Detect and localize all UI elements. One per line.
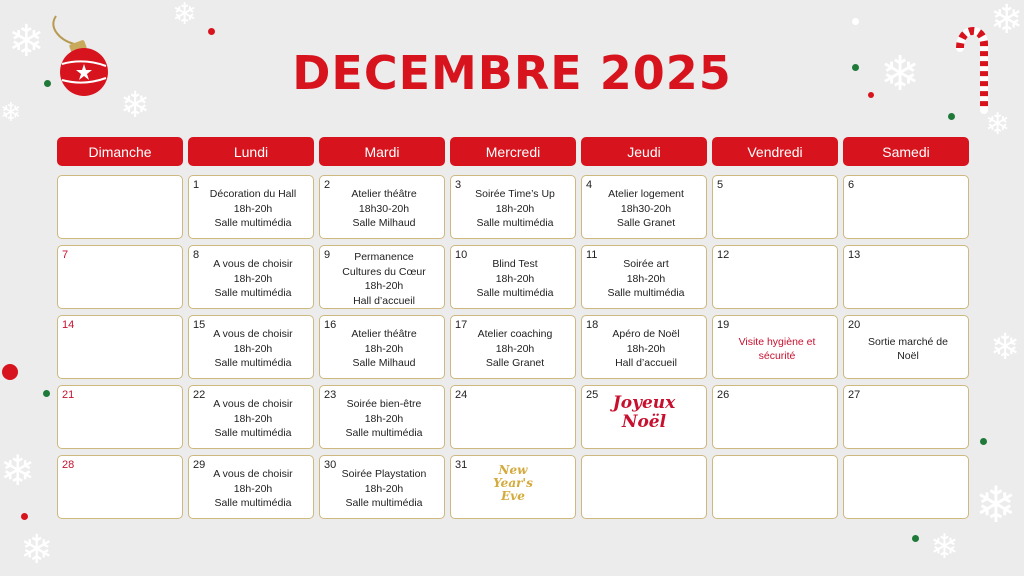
event-line: Salle multimédia [607, 287, 685, 300]
day-number: 8 [193, 249, 200, 261]
decorative-dot [21, 513, 28, 520]
event-details [330, 251, 438, 307]
weekday-header-6: Samedi [843, 137, 969, 166]
event-line: Atelier théâtre [351, 188, 417, 201]
weekday-header-3: Mercredi [450, 137, 576, 166]
event-details [723, 324, 831, 374]
event-line: Salle multimédia [476, 287, 554, 300]
weekday-header-1: Lundi [188, 137, 314, 166]
event-line: 18h-20h [364, 412, 404, 425]
event-line: Salle multimédia [214, 427, 292, 440]
event-details [592, 254, 700, 304]
event-line: A vous de choisir [213, 258, 293, 271]
day-cell[interactable] [57, 385, 183, 449]
event-line: Salle multimédia [214, 497, 292, 510]
event-line: 18h-20h [364, 342, 404, 355]
day-number: 20 [848, 319, 861, 331]
joyeux-noel-lettering: Joyeux Noël [612, 393, 676, 432]
day-cell[interactable] [712, 175, 838, 239]
day-cell[interactable] [188, 175, 314, 239]
day-cell[interactable] [843, 385, 969, 449]
event-line: A vous de choisir [213, 398, 293, 411]
day-cell[interactable] [712, 385, 838, 449]
event-line: 18h30-20h [620, 202, 672, 215]
event-line: 18h-20h [495, 272, 535, 285]
decorative-dot [208, 28, 215, 35]
day-number: 1 [193, 179, 200, 191]
event-line: 18h-20h [233, 482, 273, 495]
event-line: Blind Test [492, 258, 538, 271]
day-number: 25 [586, 389, 599, 401]
day-cell[interactable] [712, 245, 838, 309]
event-line: A vous de choisir [213, 328, 293, 341]
event-details [199, 464, 307, 514]
event-details [199, 254, 307, 304]
day-cell[interactable] [581, 175, 707, 239]
event-details [199, 324, 307, 374]
snowflake-icon: ❄ [8, 16, 45, 67]
day-number: 31 [455, 459, 468, 471]
event-line: Cultures du Cœur [342, 265, 426, 278]
day-cell[interactable] [712, 315, 838, 379]
decorative-dot [43, 390, 50, 397]
day-number: 7 [62, 249, 69, 261]
day-cell[interactable] [319, 385, 445, 449]
event-line: Salle Granet [616, 217, 676, 230]
weekday-header-4: Jeudi [581, 137, 707, 166]
day-cell[interactable] [843, 175, 969, 239]
event-line: Salle Milhaud [352, 357, 416, 370]
day-number: 12 [717, 249, 730, 261]
event-line: Visite hygiène et [738, 335, 816, 348]
event-line: Soirée Playstation [341, 468, 427, 481]
event-line: Soirée Time’s Up [475, 188, 555, 201]
snowflake-icon: ❄ [990, 327, 1021, 368]
day-number: 26 [717, 389, 730, 401]
day-cell[interactable] [843, 245, 969, 309]
day-cell[interactable] [319, 455, 445, 519]
event-line: 18h-20h [364, 280, 404, 292]
day-cell[interactable] [450, 315, 576, 379]
snowflake-icon: ❄ [0, 446, 36, 495]
event-line: Noël [897, 350, 919, 362]
event-line: Salle multimédia [214, 287, 292, 300]
event-details [199, 184, 307, 234]
event-details [330, 464, 438, 514]
day-cell[interactable] [57, 315, 183, 379]
day-number: 11 [586, 249, 598, 261]
event-line: 18h-20h [233, 342, 273, 355]
day-number: 17 [455, 319, 468, 331]
event-line: Salle multimédia [345, 427, 423, 440]
event-line: 18h-20h [626, 272, 666, 285]
decorative-dot [980, 438, 987, 445]
event-line: Atelier coaching [477, 328, 553, 341]
day-cell[interactable] [450, 245, 576, 309]
event-details [592, 184, 700, 234]
event-line: sécurité [758, 350, 796, 362]
day-number: 29 [193, 459, 206, 471]
day-cell[interactable] [581, 245, 707, 309]
snowflake-icon: ❄ [20, 527, 54, 573]
event-line: Salle multimédia [214, 217, 292, 230]
weekday-header-0: Dimanche [57, 137, 183, 166]
event-line: Permanence [354, 251, 414, 263]
snowflake-icon: ❄ [985, 107, 1011, 142]
event-line: Atelier théâtre [351, 328, 417, 341]
decorative-dot [2, 364, 18, 380]
day-cell[interactable] [319, 315, 445, 379]
day-cell[interactable] [450, 385, 576, 449]
day-number: 6 [848, 179, 855, 191]
event-details [854, 324, 962, 374]
event-line: A vous de choisir [213, 468, 293, 481]
event-line: 18h-20h [626, 342, 666, 355]
event-details [461, 254, 569, 304]
snowflake-icon: ❄ [0, 98, 22, 128]
day-number: 9 [324, 249, 331, 261]
day-cell[interactable] [57, 175, 183, 239]
day-cell[interactable] [450, 455, 576, 519]
day-number: 2 [324, 179, 331, 191]
event-line: Salle Granet [485, 357, 545, 370]
event-line: Hall d’accueil [615, 357, 677, 370]
event-line: Salle Milhaud [352, 217, 416, 230]
day-number: 14 [62, 319, 75, 331]
event-line: Salle multimédia [345, 497, 423, 510]
day-number: 5 [717, 179, 724, 191]
event-line: Salle multimédia [214, 357, 292, 370]
day-number: 10 [455, 249, 468, 261]
day-number: 23 [324, 389, 337, 401]
day-cell[interactable] [188, 385, 314, 449]
day-number: 18 [586, 319, 599, 331]
decorative-dot [852, 18, 859, 25]
event-line: 18h-20h [495, 342, 535, 355]
day-cell[interactable] [57, 455, 183, 519]
event-line: Salle multimédia [476, 217, 554, 230]
day-number: 22 [193, 389, 206, 401]
event-line: Soirée art [623, 258, 669, 271]
day-number: 27 [848, 389, 861, 401]
event-line: 18h-20h [233, 412, 273, 425]
event-line: 18h-20h [233, 202, 273, 215]
event-line: Apéro de Noël [612, 328, 680, 341]
snowflake-icon: ❄ [975, 476, 1017, 534]
day-cell[interactable] [581, 385, 707, 449]
snowflake-icon: ❄ [930, 527, 959, 567]
snowflake-icon: ❄ [990, 0, 1024, 43]
day-number: 21 [62, 389, 75, 401]
event-line: Hall d’accueil [353, 294, 415, 307]
event-line: 18h-20h [233, 272, 273, 285]
decorative-dot [948, 113, 955, 120]
event-line: 18h30-20h [358, 202, 410, 215]
day-cell[interactable] [188, 455, 314, 519]
weekday-header-2: Mardi [319, 137, 445, 166]
event-details [199, 394, 307, 444]
snowflake-icon: ❄ [880, 46, 921, 102]
event-line: 18h-20h [364, 482, 404, 495]
event-details [592, 324, 700, 374]
day-number: 13 [848, 249, 861, 261]
weekday-header-5: Vendredi [712, 137, 838, 166]
day-cell[interactable] [712, 455, 838, 519]
event-details [330, 394, 438, 444]
snowflake-icon: ❄ [172, 0, 198, 32]
day-number: 3 [455, 179, 462, 191]
event-details [330, 184, 438, 234]
day-cell[interactable] [319, 175, 445, 239]
day-cell[interactable] [450, 175, 576, 239]
day-cell[interactable] [319, 245, 445, 309]
day-number: 4 [586, 179, 593, 191]
day-cell[interactable] [188, 245, 314, 309]
event-details [330, 324, 438, 374]
day-number: 30 [324, 459, 337, 471]
new-years-eve-lettering: New Year's Eve [493, 463, 533, 503]
day-number: 24 [455, 389, 468, 401]
decorative-dot [912, 535, 919, 542]
day-cell[interactable] [843, 455, 969, 519]
snowflake-icon: ❄ [120, 85, 151, 126]
day-cell[interactable] [843, 315, 969, 379]
event-line: 18h-20h [495, 202, 535, 215]
day-cell[interactable] [57, 245, 183, 309]
event-line: Décoration du Hall [209, 188, 297, 201]
event-line: Atelier logement [608, 188, 684, 201]
day-number: 19 [717, 319, 730, 331]
calendar-grid [57, 137, 969, 519]
day-number: 16 [324, 319, 337, 331]
day-cell[interactable] [581, 315, 707, 379]
day-cell[interactable] [581, 455, 707, 519]
event-line: Soirée bien-être [346, 398, 422, 411]
event-details [461, 324, 569, 374]
page-title: DECEMBRE 2025 [292, 46, 732, 100]
event-details [461, 184, 569, 234]
day-number: 28 [62, 459, 75, 471]
event-line: Sortie marché de [868, 335, 948, 348]
day-cell[interactable] [188, 315, 314, 379]
day-number: 15 [193, 319, 206, 331]
